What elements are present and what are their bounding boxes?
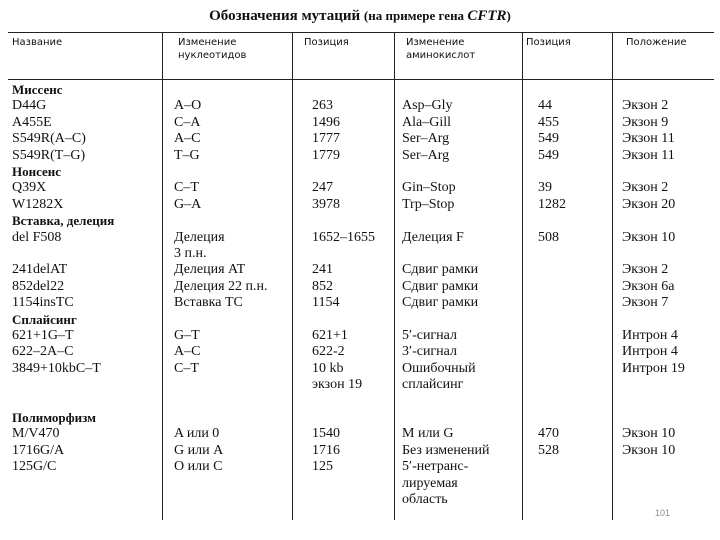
mutation-name: Q39X	[12, 180, 47, 196]
header-aa-change: Изменение аминокислот	[406, 37, 476, 61]
amino-acid-change: Без изменений	[402, 442, 490, 458]
header-position: Позиция	[304, 37, 349, 48]
nucleotide-change: A–O	[174, 98, 202, 114]
column-divider	[522, 32, 523, 520]
title-example-prefix: (на примере гена	[363, 8, 468, 23]
gene-location: Экзон 11	[622, 147, 675, 163]
section-title: Нонсенс	[12, 164, 62, 179]
amino-acid-change: Сдвиг рамки	[402, 262, 479, 278]
amino-acid-change: Сдвиг рамки	[402, 278, 479, 294]
gene-location: Экзон 2	[622, 98, 669, 114]
amino-acid-change: область	[402, 492, 448, 507]
nucleotide-change: A–C	[174, 344, 201, 360]
amino-acid-change: Делеция F	[402, 229, 464, 245]
amino-acid-change: 5′-нетранс-	[402, 459, 469, 475]
nucleotide-position: 10 kb	[312, 360, 344, 376]
mutation-name: D44G	[12, 98, 47, 114]
amino-acid-position: 508	[538, 229, 559, 245]
nucleotide-change: G–T	[174, 328, 200, 343]
amino-acid-change: Gin–Stop	[402, 180, 456, 196]
nucleotide-change: C–T	[174, 180, 199, 196]
amino-acid-change: M или G	[402, 426, 454, 442]
mutation-name: 241delAT	[12, 262, 68, 278]
amino-acid-change: Ala–Gill	[402, 114, 451, 130]
title-main: Обозначения мутаций	[209, 8, 361, 24]
amino-acid-change: Ser–Arg	[402, 147, 450, 163]
section-title: Полиморфизм	[12, 410, 97, 425]
header-aa-position: Позиция	[526, 37, 571, 48]
table-header-rule	[8, 79, 714, 80]
amino-acid-change: 3′-сигнал	[402, 344, 457, 360]
amino-acid-change: 5′-сигнал	[402, 328, 457, 343]
nucleotide-change: G или A	[174, 442, 224, 458]
nucleotide-position: 247	[312, 180, 333, 196]
nucleotide-change: Делеция 22 п.н.	[174, 278, 268, 294]
page-title	[0, 8, 720, 25]
section-title: Вставка, делеция	[12, 213, 115, 229]
nucleotide-change: G–A	[174, 196, 202, 212]
nucleotide-position: 1496	[312, 114, 340, 130]
mutation-name: S549R(A–C)	[12, 131, 86, 147]
mutation-name: 1716G/A	[12, 442, 65, 458]
amino-acid-position: 549	[538, 131, 559, 147]
gene-location: Интрон 19	[622, 360, 685, 376]
nucleotide-change: Делеция AT	[174, 262, 246, 278]
gene-location: Интрон 4	[622, 328, 678, 343]
nucleotide-position: 1779	[312, 147, 340, 163]
column-divider	[612, 32, 613, 520]
gene-location: Экзон 9	[622, 114, 669, 130]
header-location: Положение	[626, 37, 687, 48]
mutation-name: 3849+10kbC–T	[12, 360, 101, 376]
amino-acid-change: лируемая	[402, 475, 458, 491]
gene-location: Экзон 20	[622, 196, 676, 212]
nucleotide-change: 3 п.н.	[174, 246, 207, 261]
column-divider	[162, 32, 163, 520]
section-title: Сплайсинг	[12, 311, 77, 327]
nucleotide-position: 3978	[312, 196, 340, 212]
amino-acid-position: 1282	[538, 196, 566, 212]
gene-location: Интрон 4	[622, 344, 678, 360]
nucleotide-position: 1777	[312, 131, 340, 147]
mutation-name: W1282X	[12, 196, 64, 212]
amino-acid-change: сплайсинг	[402, 377, 464, 393]
gene-location: Экзон 2	[622, 262, 669, 278]
header-name: Название	[12, 37, 63, 48]
mutation-name: 852del22	[12, 278, 65, 294]
mutation-name: del F508	[12, 229, 62, 245]
nucleotide-position: 622-2	[312, 344, 345, 360]
nucleotide-change: T–G	[174, 147, 200, 163]
title-gene: CFTR	[467, 8, 507, 24]
amino-acid-change: Ser–Arg	[402, 131, 450, 147]
amino-acid-position: 528	[538, 442, 559, 458]
gene-location: Экзон 10	[622, 229, 676, 245]
nucleotide-change: Делеция	[174, 229, 225, 245]
nucleotide-position: 852	[312, 278, 333, 294]
nucleotide-position: 1154	[312, 295, 340, 311]
amino-acid-position: 44	[538, 98, 552, 114]
section-title: Миссенс	[12, 82, 63, 97]
gene-location: Экзон 10	[622, 442, 676, 458]
column-divider	[394, 32, 395, 520]
mutation-name: 1154insTC	[12, 295, 74, 311]
nucleotide-position: 125	[312, 459, 333, 475]
mutation-name: A455E	[12, 114, 52, 130]
nucleotide-change: A или 0	[174, 426, 220, 442]
nucleotide-change: C–T	[174, 360, 199, 376]
amino-acid-position: 39	[538, 180, 552, 196]
nucleotide-change: A–C	[174, 131, 201, 147]
amino-acid-position: 470	[538, 426, 559, 442]
amino-acid-change: Trp–Stop	[402, 196, 455, 212]
nucleotide-position: экзон 19	[312, 377, 363, 393]
amino-acid-change: Asp–Gly	[402, 98, 453, 114]
nucleotide-position: 621+1	[312, 328, 348, 343]
nucleotide-position: 1716	[312, 442, 340, 458]
nucleotide-position: 263	[312, 98, 333, 114]
gene-location: Экзон 2	[622, 180, 669, 196]
column-divider	[292, 32, 293, 520]
nucleotide-position: 241	[312, 262, 333, 278]
nucleotide-change: O или C	[174, 459, 223, 475]
mutation-name: 622–2A–C	[12, 344, 74, 360]
amino-acid-position: 455	[538, 114, 559, 130]
mutation-name: 125G/C	[12, 459, 57, 475]
mutation-name: S549R(T–G)	[12, 147, 86, 163]
gene-location: Экзон 6а	[622, 278, 675, 294]
header-nucleotide-change: Изменение нуклеотидов	[178, 37, 247, 61]
mutation-name: 621+1G–T	[12, 328, 74, 343]
gene-location: Экзон 11	[622, 131, 675, 147]
amino-acid-change: Сдвиг рамки	[402, 295, 479, 311]
nucleotide-change: C–A	[174, 114, 201, 130]
gene-location: Экзон 10	[622, 426, 676, 442]
mutation-name: M/V470	[12, 426, 60, 442]
amino-acid-change: Ошибочный	[402, 360, 476, 376]
slide-number: 101	[655, 508, 671, 518]
gene-location: Экзон 7	[622, 295, 669, 311]
table-top-rule	[8, 32, 714, 33]
title-example-suffix: )	[506, 8, 511, 23]
nucleotide-change: Вставка TC	[174, 295, 243, 311]
nucleotide-position: 1652–1655	[312, 229, 375, 245]
nucleotide-position: 1540	[312, 426, 340, 442]
amino-acid-position: 549	[538, 147, 559, 163]
